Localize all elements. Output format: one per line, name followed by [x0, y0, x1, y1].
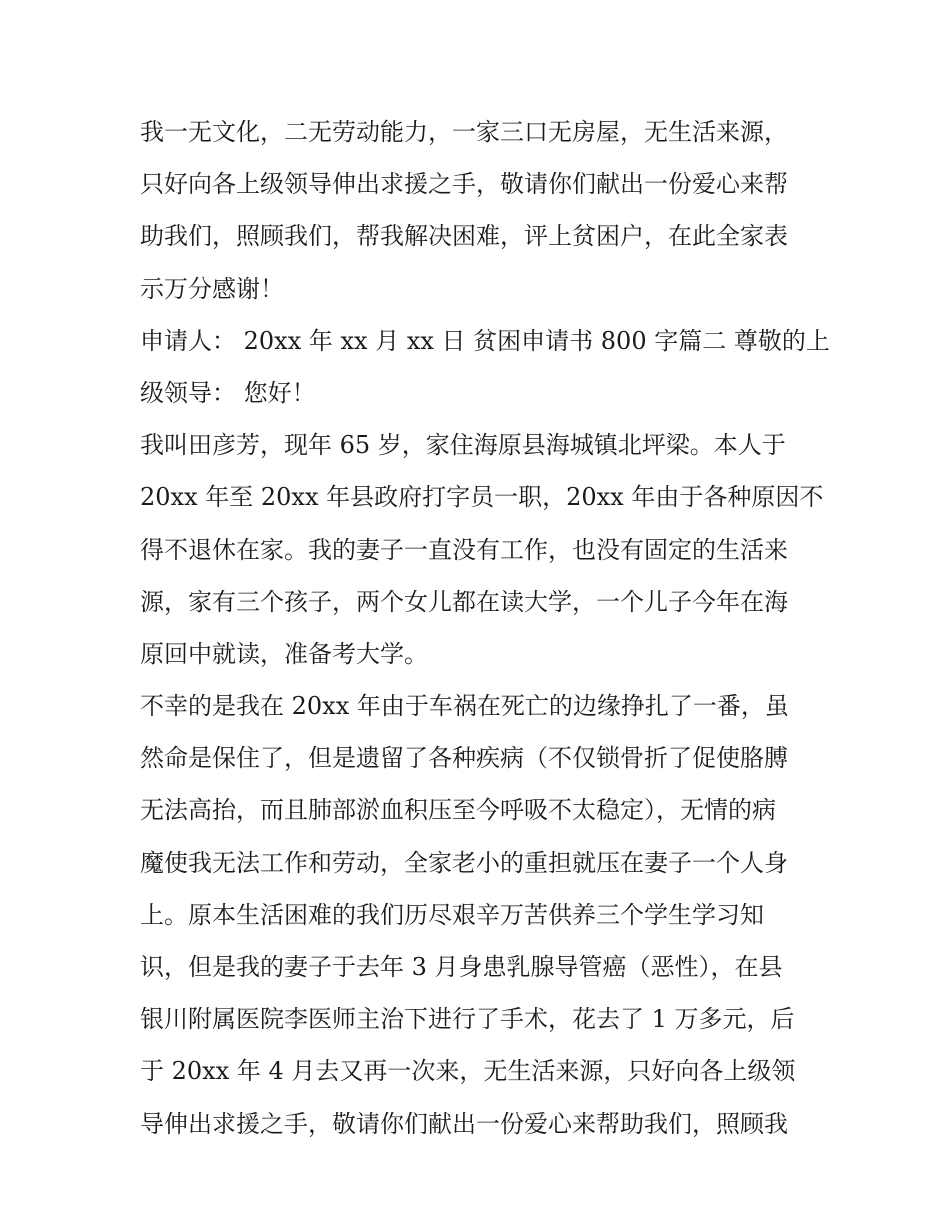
text-line: 原回中就读，准备考大学。	[140, 639, 428, 668]
text-line: 只好向各上级领导伸出求援之手，敬请你们献出一份爱心来帮	[140, 170, 788, 199]
text-line: 级领导： 您好！	[140, 378, 316, 407]
text-line: 魔使我无法工作和劳动，全家老小的重担就压在妻子一个人身	[140, 848, 788, 877]
text-line: 不幸的是我在 20xx 年由于车祸在死亡的边缘挣扎了一番，虽	[140, 692, 789, 721]
paragraph-3	[140, 419, 824, 680]
text-line: 示万分感谢！	[140, 274, 284, 303]
text-line: 无法高抬，而且肺部淤血积压至今呼吸不太稳定），无情的病	[140, 796, 776, 825]
text-line: 申请人： 20xx 年 xx 月 xx 日 贫困申请书 800 字篇二 尊敬的上	[140, 326, 830, 355]
text-line: 我一无文化，二无劳动能力，一家三口无房屋，无生活来源，	[140, 118, 788, 146]
paragraph-4	[140, 680, 820, 1150]
text-line: 我叫田彦芳，现年 65 岁，家住海原县海城镇北坪梁。本人于	[140, 431, 786, 460]
paragraph-1	[140, 106, 820, 315]
text-line: 然命是保住了，但是遗留了各种疾病（不仅锁骨折了促使胳膊	[140, 744, 788, 773]
text-line: 源，家有三个孩子，两个女儿都在读大学，一个儿子今年在海	[140, 587, 788, 616]
text-line: 得不退休在家。我的妻子一直没有工作，也没有固定的生活来	[140, 535, 788, 564]
text-line: 助我们，照顾我们，帮我解决困难，评上贫困户，在此全家表	[140, 222, 788, 251]
paragraph-2	[140, 315, 830, 419]
document-body	[140, 106, 830, 1150]
text-line: 于 20xx 年 4 月去又再一次来，无生活来源，只好向各上级领	[140, 1057, 796, 1086]
text-line: 银川附属医院李医师主治下进行了手术，花去了 1 万多元，后	[140, 1005, 795, 1034]
text-line: 导伸出求援之手，敬请你们献出一份爱心来帮助我们，照顾我	[140, 1109, 788, 1138]
text-line: 识，但是我的妻子于去年 3 月身患乳腺导管癌（恶性），在县	[140, 953, 783, 981]
text-line: 20xx 年至 20xx 年县政府打字员一职，20xx 年由于各种原因不	[140, 483, 824, 512]
text-line: 上。原本生活困难的我们历尽艰辛万苦供养三个学生学习知	[140, 900, 764, 929]
